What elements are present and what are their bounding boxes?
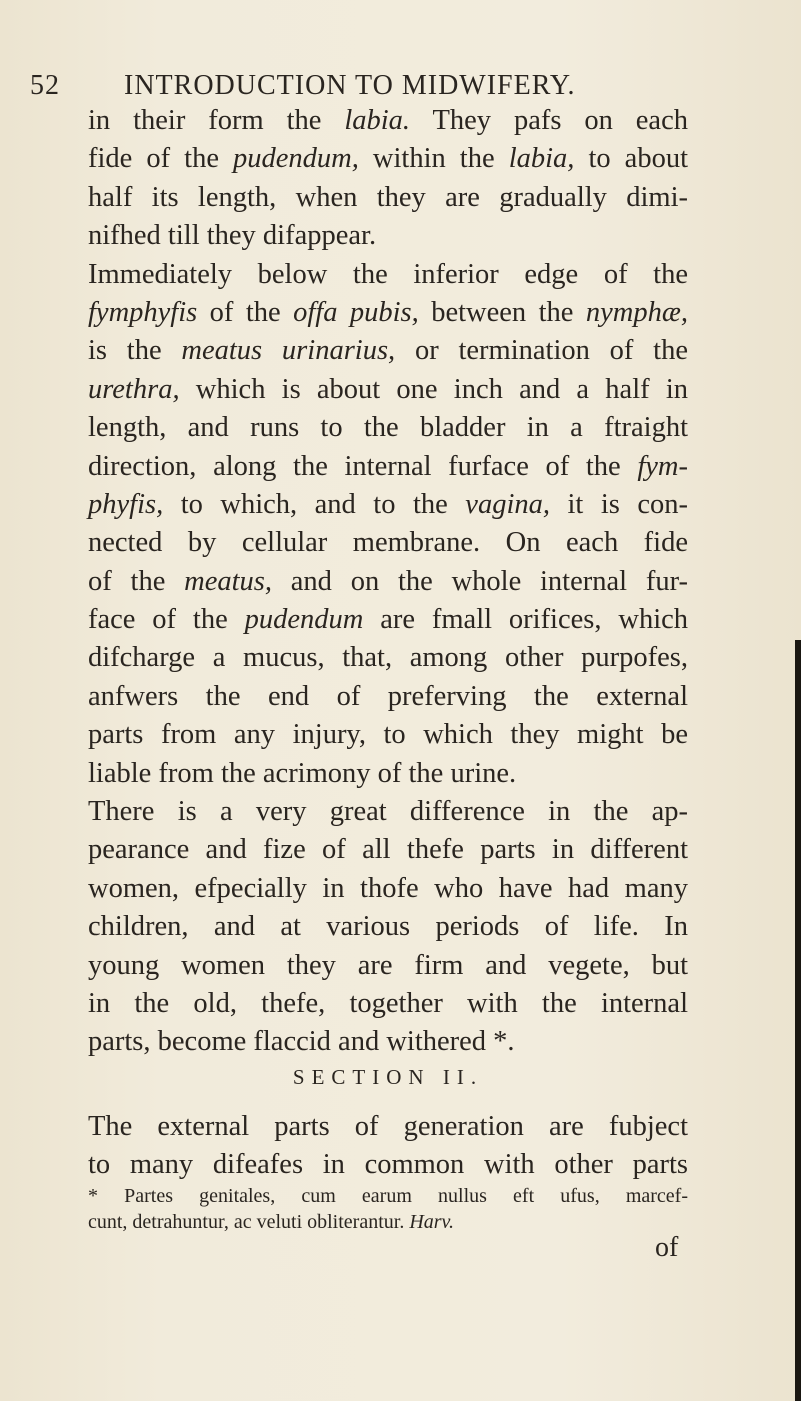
text-line: in the old, thefe, together with the internal [88,987,688,1019]
text-line: length, and runs to the bladder in a ftraight [88,412,688,444]
text-line: There is a very great difference in the ap- [88,796,688,828]
text-line: pearance and fize of all thefe parts in different [88,834,688,866]
italic-term: phyfis, [88,488,164,520]
text-line: direction, along the internal furface of the fym- [88,450,688,482]
text-line: phyfis, to which, and to the vagina, it is con- [88,488,688,520]
text-line: children, and at various periods of life. In [88,911,688,943]
text-line: half its length, when they are gradually dimi- [88,181,688,213]
text-line: parts, become flaccid and withered *. [88,1026,515,1058]
page-number: 52 [30,70,60,101]
italic-term: nymphæ, [585,296,688,328]
text-line: of the meatus, and on the whole internal fur- [88,565,688,597]
italic-term: pudendum [244,604,364,636]
footnote-line: * Partes genitales, cum earum nullus eft ufus, marcef- [88,1185,688,1207]
italic-term: labia. [344,105,411,136]
page-edge-shadow [795,640,801,1401]
running-header [30,70,690,102]
text-line: difcharge a mucus, that, among other purpofes, [88,642,688,674]
text-line: urethra, which is about one inch and a half in [88,373,688,405]
text-line: fymphyfis of the offa pubis, between the nymphæ, [88,296,688,328]
text-line: is the meatus urinarius, or termination of the [88,335,688,367]
text-line: Immediately below the inferior edge of the [88,258,688,290]
footnote-source: Harv. [409,1211,454,1233]
italic-term: offa pubis, [293,296,419,328]
text-line: women, efpecially in thofe who have had many [88,872,688,904]
footnote-text: cunt, detrahuntur, ac veluti obliterantur. [88,1211,410,1233]
section-line: The external parts of generation are fubject [88,1111,688,1142]
text-line: nected by cellular membrane. On each fide [88,527,688,559]
italic-term: labia, [508,143,575,175]
catchword: of [655,1232,679,1263]
section-line: to many difeafes in common with other parts [88,1149,688,1181]
footnote-line [88,1209,688,1235]
text-line: anfwers the end of preferving the external [88,680,688,712]
italic-term: meatus urinarius, [181,335,396,367]
italic-term: vagina, [465,488,550,520]
italic-term: meatus, [184,565,272,597]
text-line: fide of the pudendum, within the labia, to about [88,143,688,175]
text-line: face of the pudendum are fmall orifices, which [88,604,689,636]
italic-term: urethra, [88,373,180,405]
text-line: liable from the acrimony of the urine. [88,757,517,789]
footnote [88,1183,688,1235]
text-line: parts from any injury, to which they might be [88,719,688,751]
italic-term: pudendum, [233,143,359,175]
text-line: in their form the labia. They pafs on each [88,105,688,136]
italic-term: fymphyfis [88,296,198,328]
section-heading: SECTION II. [292,1065,484,1089]
text-line: young women they are firm and vegete, but [88,949,688,981]
italic-term: fym- [637,450,688,482]
running-title: INTRODUCTION TO MIDWIFERY. [124,70,576,101]
text-line: nifhed till they difappear. [88,220,377,252]
main-paragraphs [88,102,688,1062]
section-paragraph [88,1108,688,1185]
